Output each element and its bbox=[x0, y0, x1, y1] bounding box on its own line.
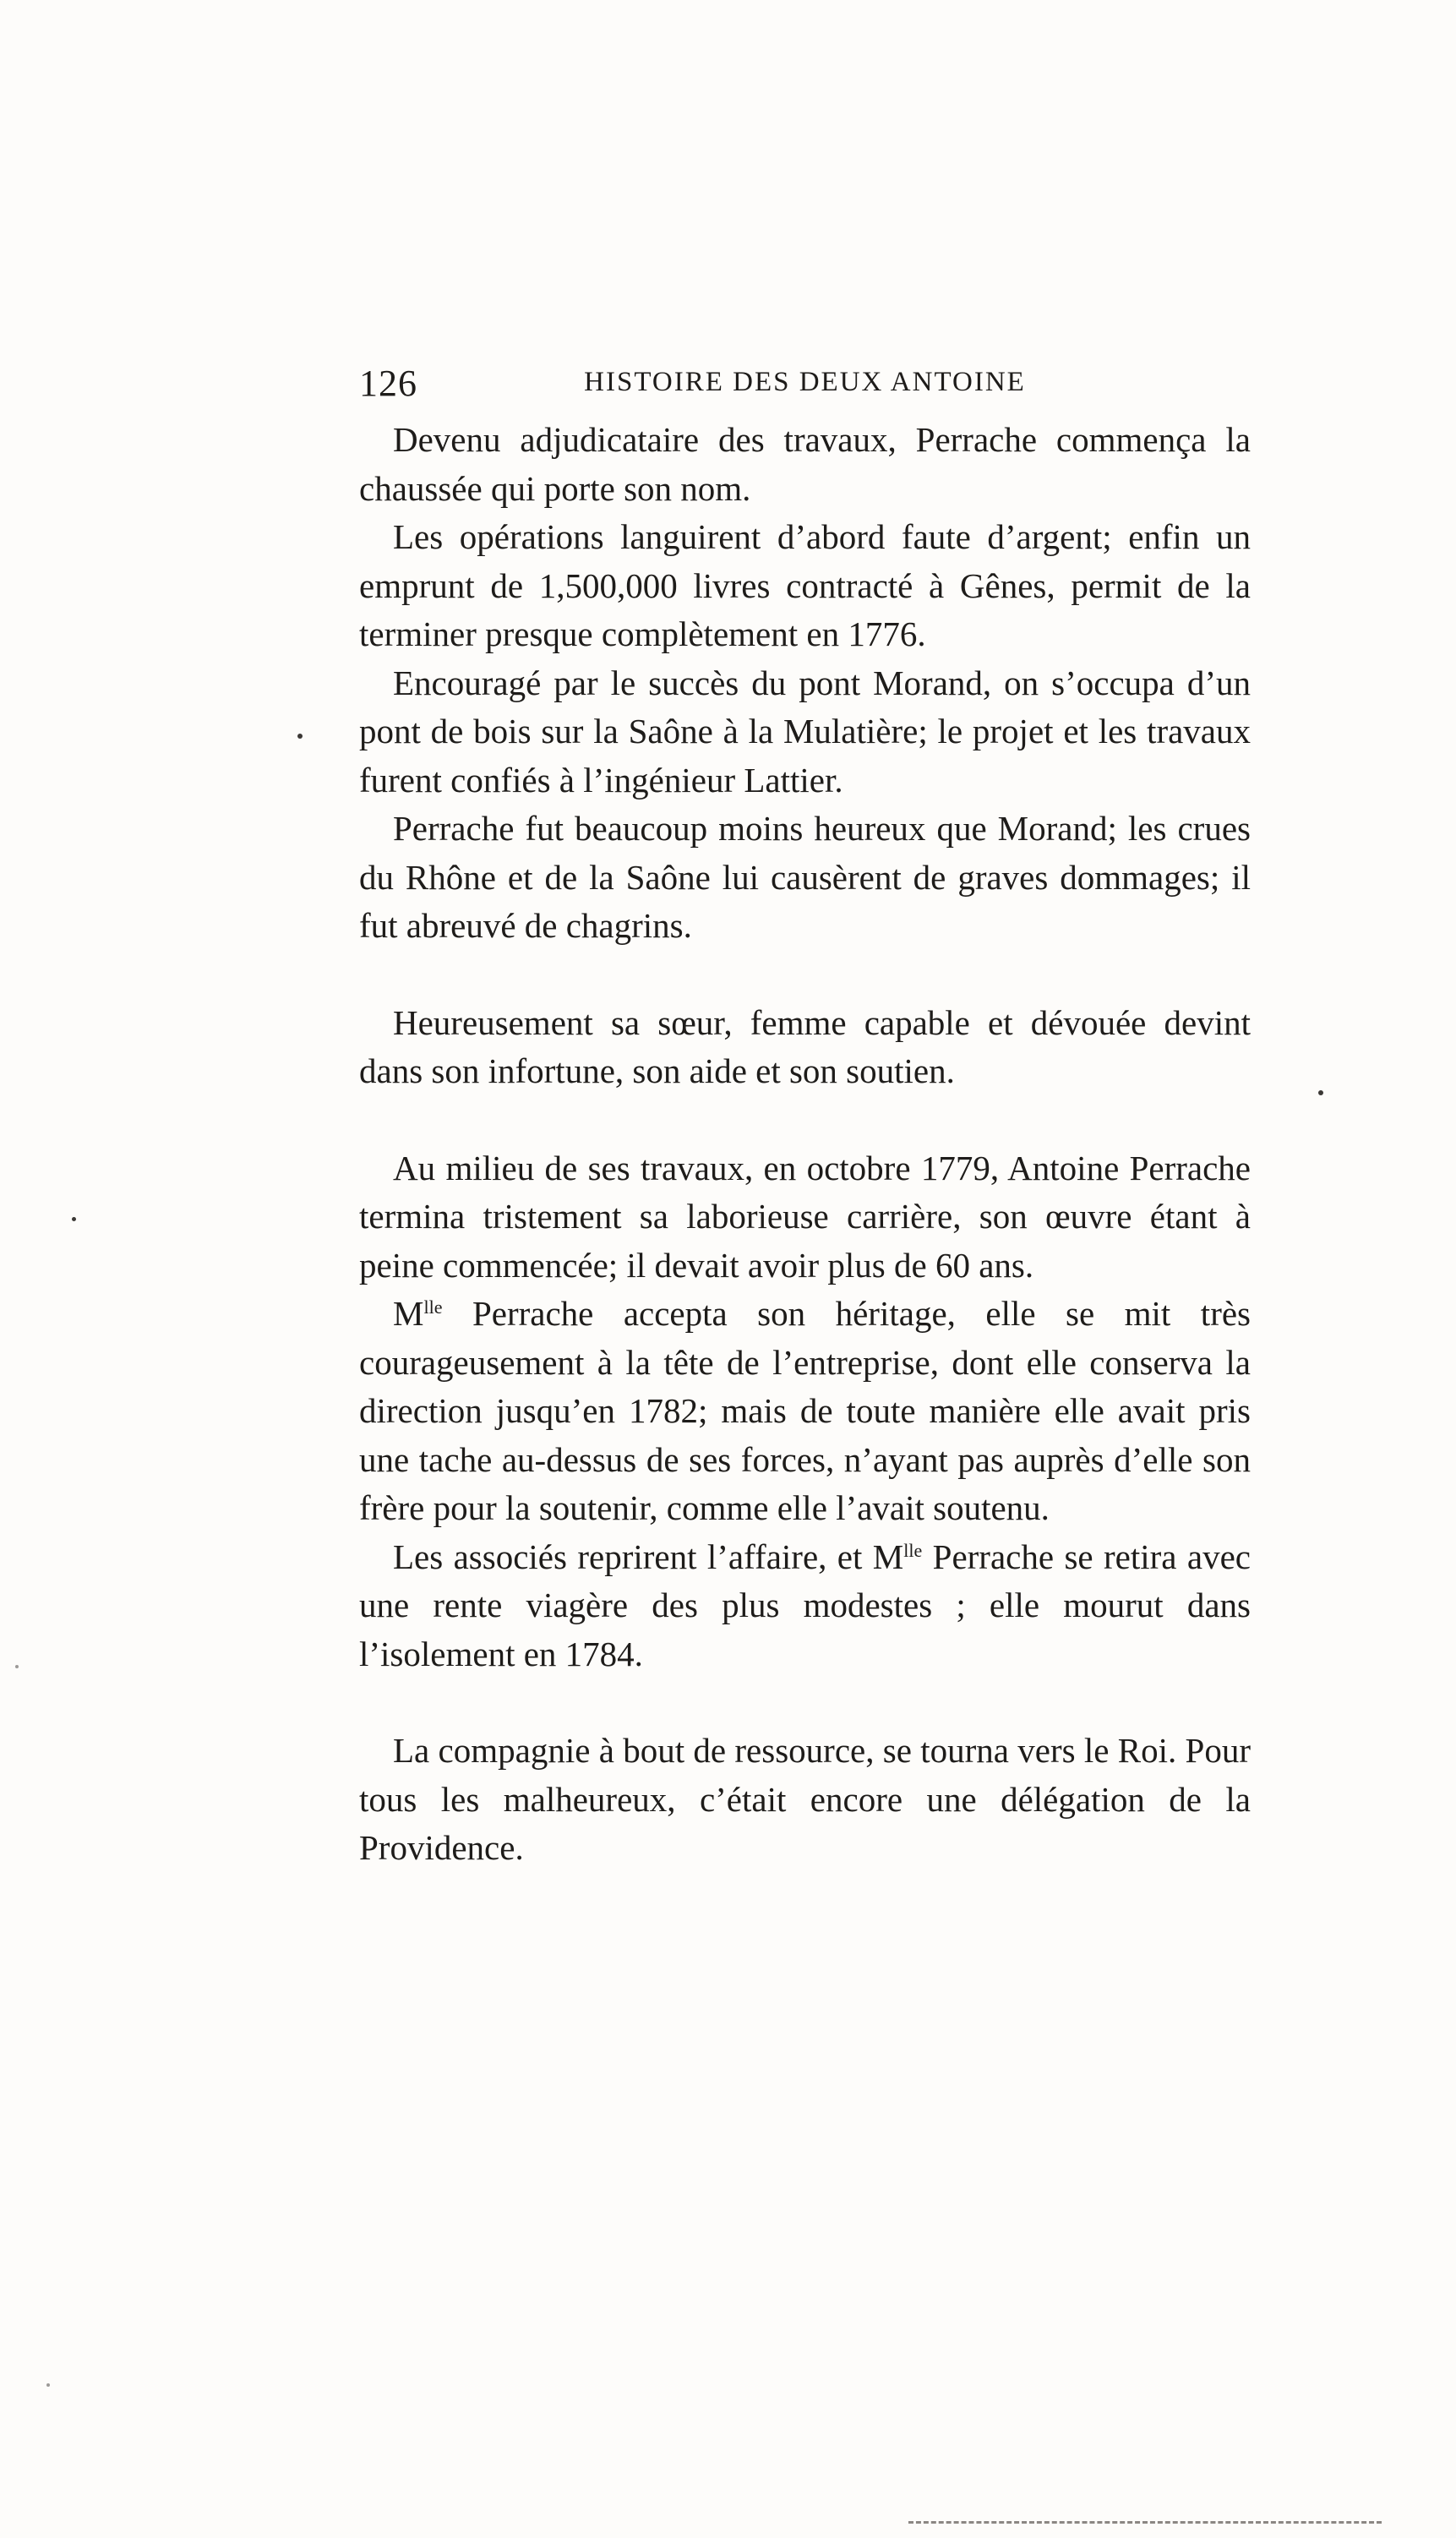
ink-speck bbox=[1318, 1090, 1323, 1095]
title-abbrev: M bbox=[393, 1294, 424, 1333]
paragraph-4: Perrache fut beaucoup moins heureux que Morand; les crues du Rhône et de la Saône lui causèrent de graves dommages; il fut abreuvé de chagrins. bbox=[359, 809, 1251, 945]
ink-speck bbox=[15, 1665, 19, 1668]
title-abbrev: M bbox=[872, 1536, 904, 1576]
title-superscript: lle bbox=[423, 1296, 443, 1318]
paragraph-8-text: Les associés reprirent l’affaire, et bbox=[393, 1536, 873, 1576]
running-head: HISTOIRE DES DEUX ANTOINE bbox=[584, 367, 1026, 397]
paragraph-3: Encouragé par le succès du pont Morand, on s’occupa d’un pont de bois sur la Saône à la Mulatière; le projet et les travaux furent confiés à l’ingénieur Lattier. bbox=[359, 663, 1251, 800]
paragraph-8 bbox=[359, 1533, 1251, 1679]
paragraph-6: Au milieu de ses travaux, en octobre 1779, Antoine Perrache termina tristement sa laborieuse carrière, son œuvre étant à peine commencée; il devait avoir plus de 60 ans. bbox=[359, 1148, 1251, 1285]
paragraph-5: Heureusement sa sœur, femme capable et dévouée devint dans son infortune, son aide et son soutien. bbox=[359, 1002, 1251, 1090]
paragraph-8-tail: Perrache se retira avec une rente viagère des plus modestes ; elle mourut dans l’isolement en 1784. bbox=[359, 1536, 1251, 1673]
paragraph-7-text: Perrache accepta son héritage, elle se mit très courageusement à la tête de l’entreprise, dont elle conserva la direction jusqu’en 1782; mais de toute manière elle avait pris une tache au-dessus de ses forces, n’ayant pas auprès d’elle son frère pour la soutenir, comme elle l’avait soutenu. bbox=[359, 1294, 1251, 1527]
ink-speck bbox=[297, 734, 303, 739]
bottom-dashed-rule bbox=[908, 2521, 1382, 2524]
title-superscript: lle bbox=[903, 1539, 923, 1561]
paragraph-7 bbox=[359, 1290, 1251, 1533]
page-header bbox=[359, 355, 1251, 414]
paragraph-2: Les opérations languirent d’abord faute d’argent; enfin un emprunt de 1,500,000 livres contracté à Gênes, permit de la terminer presque complètement en 1776. bbox=[359, 517, 1251, 653]
ink-speck bbox=[46, 2383, 50, 2387]
ink-speck bbox=[72, 1217, 76, 1221]
body-text bbox=[359, 416, 1251, 1873]
paragraph-9: La compagnie à bout de ressource, se tourna vers le Roi. Pour tous les malheureux, c’était encore une délégation de la Providence. bbox=[359, 1731, 1251, 1867]
page-number: 126 bbox=[359, 363, 417, 404]
paragraph-1: Devenu adjudicataire des travaux, Perrache commença la chaussée qui porte son nom. bbox=[359, 420, 1251, 508]
